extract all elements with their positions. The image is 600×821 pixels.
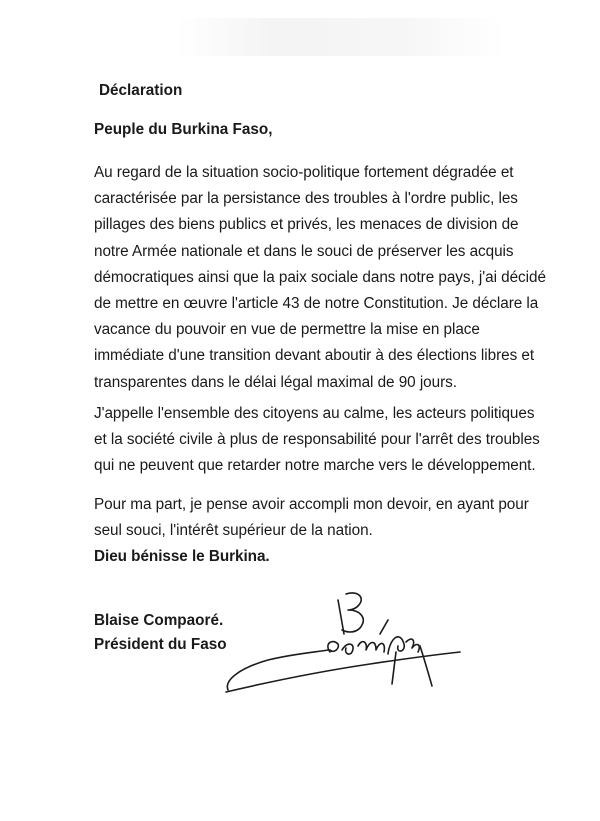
paragraph-line: immédiate d'une transition devant aboutir à des élections libres et <box>94 347 535 365</box>
scan-artifact <box>176 18 506 56</box>
signatory-title: Président du Faso <box>94 636 227 653</box>
paragraph-line: de mettre en œuvre l'article 43 de notre Constitution. Je déclare la <box>94 295 539 313</box>
paragraph-line: caractérisée par la persistance des troubles à l'ordre public, les <box>94 190 518 208</box>
paragraph-2 <box>94 401 554 480</box>
paragraph-line: Pour ma part, je pense avoir accompli mon devoir, en ayant pour <box>94 496 529 513</box>
paragraph-line: et la société civile à plus de responsabilité pour l'arrêt des troubles <box>94 431 540 449</box>
paragraph-line: J'appelle l'ensemble des citoyens au calme, les acteurs politiques <box>94 405 535 422</box>
paragraph-line: seul souci, l'intérêt supérieur de la nation. <box>94 522 373 540</box>
paragraph-line: démocratiques ainsi que la paix sociale dans notre pays, j'ai décidé <box>94 268 546 286</box>
document-title: Déclaration <box>99 82 183 99</box>
paragraph-line: transparentes dans le délai légal maximal de 90 jours. <box>94 373 457 391</box>
handwritten-signature <box>220 588 480 708</box>
paragraph-3 <box>94 492 554 571</box>
signatory-name: Blaise Compaoré. <box>94 612 224 629</box>
paragraph-line: qui ne peuvent que retarder notre marche vers le développement. <box>94 457 536 475</box>
closing-blessing: Dieu bénisse le Burkina. <box>94 548 270 566</box>
paragraph-line: vacance du pouvoir en vue de permettre la mise en place <box>94 321 480 339</box>
salutation: Peuple du Burkina Faso, <box>94 121 273 138</box>
paragraph-line: pillages des biens publics et privés, les menaces de division de <box>94 216 519 234</box>
paragraph-line: Au regard de la situation socio-politique fortement dégradée et <box>94 164 514 181</box>
paragraph-1 <box>94 160 554 396</box>
paragraph-line: notre Armée nationale et dans le souci de préserver les acquis <box>94 242 514 260</box>
